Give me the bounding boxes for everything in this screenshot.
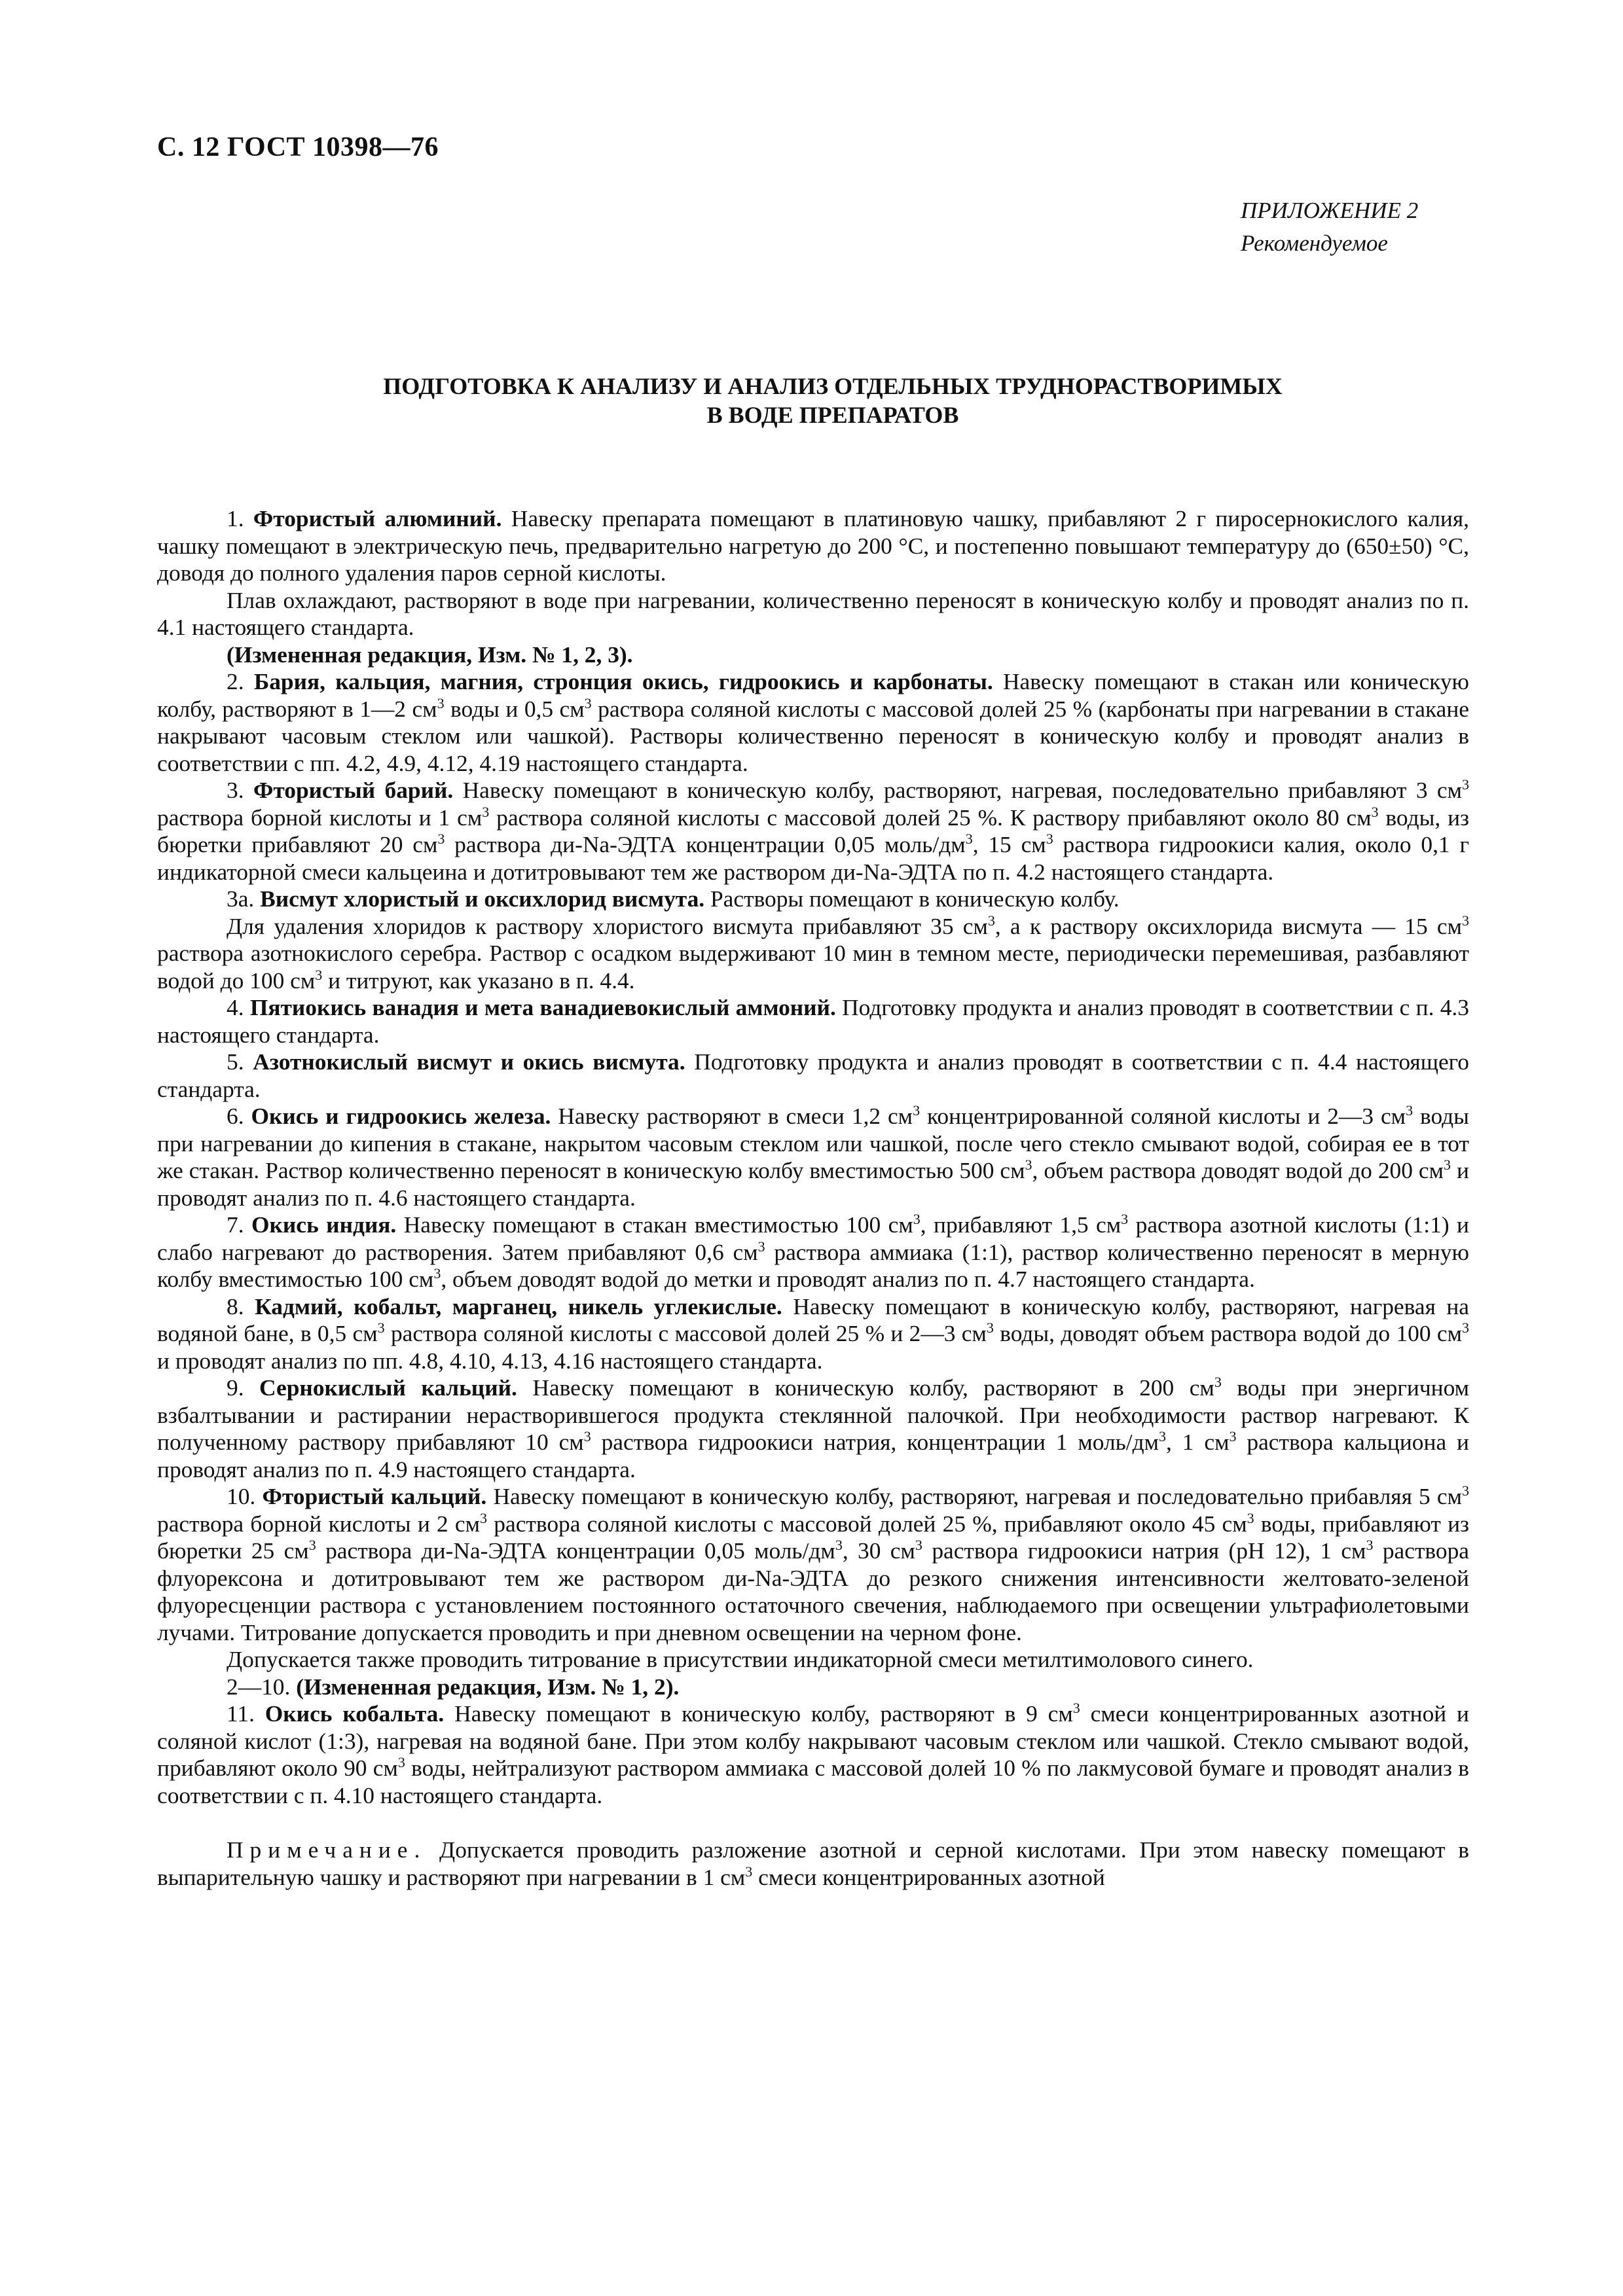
paragraph-10b: Допускается также проводить титрование в присутствии индикаторной смеси метилтимолового синего.	[227, 1646, 1254, 1673]
paragraph-5: 5. Азотнокислый висмут и окись висмута. Подготовку продукта и анализ проводят в соответствии с п. 4.4 настоящего стандарта.	[157, 1049, 1469, 1102]
item-heading: Пятиокись ванадия и мета ванадиевокислый аммоний.	[249, 994, 836, 1021]
paragraph-3a: 3а. Висмут хлористый и оксихлорид висмута. Растворы помещают в коническую колбу.	[227, 886, 1120, 912]
paragraph-11: 11. Окись кобальта. Навеску помещают в коническую колбу, растворяют в 9 $см^3$ смеси концентрированных азотной и соляной кислот (1:3), нагревая на водяной бане. При этом колбу накрывают часовым стеклом или чашкой. Стекло смывают водой, прибавляют около 90 $см^3$ воды, нейтрализуют раствором аммиака с массовой долей 10 % по лакмусовой бумаге и проводят анализ в соответствии с п. 4.10 настоящего стандарта.	[157, 1700, 1469, 1808]
item-heading: Кадмий, кобальт, марганец, никель углекислые.	[255, 1293, 782, 1319]
item-heading: Бария, кальция, магния, стронция окись, гидроокись и карбонаты.	[253, 668, 993, 695]
paragraph-1b: Плав охлаждают, растворяют в воде при нагревании, количественно переносят в коническую колбу и проводят анализ по п. 4.1 настоящего стандарта.	[157, 586, 1469, 641]
title-line-2: В ВОДЕ ПРЕПАРАТОВ	[706, 402, 959, 429]
item-heading: Фтористый алюминий.	[253, 505, 502, 532]
appendix-status: Рекомендуемое	[1241, 230, 1388, 256]
paragraph-4: 4. Пятиокись ванадия и мета ванадиевокислый аммоний. Подготовку продукта и анализ проводят в соответствии с п. 4.3 настоящего стандарта.	[157, 994, 1469, 1048]
paragraph-8: 8. Кадмий, кобальт, марганец, никель углекислые. Навеску помещают в коническую колбу, растворяют, нагревая на водяной бане, в 0,5 $см^3$ раствора соляной кислоты с массовой долей 25 % и 2—3 $см^3$ воды, доводят объем раствора водой до 100 $см^3$ и проводят анализ по пп. 4.8, 4.10, 4.13, 4.16 настоящего стандарта.	[157, 1293, 1469, 1374]
paragraph-3: 3. Фтористый барий. Навеску помещают в коническую колбу, растворяют, нагревая, последовательно прибавляют 3 $см^3$ раствора борной кислоты и 1 $см^3$ раствора соляной кислоты с массовой долей 25 %. К раствору прибавляют около 80 $см^3$ воды, из бюретки прибавляют 20 $см^3$ раствора ди-Na-ЭДТА концентрации 0,05 моль/$дм^3$, 15 $см^3$ раствора гидроокиси калия, около 0,1 г индикаторной смеси кальцеина и дотитровывают тем же раствором ди-Na-ЭДТА по п. 4.2 настоящего стандарта.	[157, 776, 1470, 885]
item-heading: Фтористый барий.	[253, 777, 454, 804]
note-label: Примечание.	[227, 1837, 427, 1863]
item-heading: Висмут хлористый и оксихлорид висмута.	[260, 886, 705, 912]
paragraph-9: 9. Сернокислый кальций. Навеску помещают в коническую колбу, растворяют в 200 $см^3$ воды при энергичном взбалтывании и растирании нерастворившегося продукта стеклянной палочкой. При необходимости раствор нагревают. К полученному раствору прибавляют 10 $см^3$ раствора гидроокиси натрия, концентрации 1 моль/$дм^3$, 1 $см^3$ раствора кальциона и проводят анализ по п. 4.9 настоящего стандарта.	[157, 1374, 1469, 1482]
paragraph-7: 7. Окись индия. Навеску помещают в стакан вместимостью 100 $см^3$, прибавляют 1,5 $см^3$ раствора азотной кислоты (1:1) и слабо нагревают до растворения. Затем прибавляют 0,6 $см^3$ раствора аммиака (1:1), раствор количественно переносят в мерную колбу вместимостью 100 $см^3$, объем доводят водой до метки и проводят анализ по п. 4.7 настоящего стандарта.	[157, 1211, 1469, 1293]
amendment-note-2: 2—10. (Измененная редакция, Изм. № 1, 2).	[227, 1673, 680, 1700]
appendix-label	[1241, 194, 1418, 260]
appendix-number: ПРИЛОЖЕНИЕ 2	[1241, 198, 1419, 223]
paragraph-1: 1. Фтористый алюминий. Навеску препарата помещают в платиновую чашку, прибавляют 2 г пиросернокислого калия, чашку помещают в электрическую печь, предварительно нагретую до 200 °С, и постепенно повышают температуру до (650±50) °С, доводя до полного удаления паров серной кислоты.	[157, 505, 1469, 586]
item-heading: Окись кобальта.	[264, 1700, 445, 1727]
document-title	[157, 372, 1469, 429]
page-header: С. 12 ГОСТ 10398—76	[157, 132, 439, 162]
item-heading: Азотнокислый висмут и окись висмута.	[253, 1049, 685, 1075]
amendment-note: (Измененная редакция, Изм. № 1, 2, 3).	[227, 641, 633, 668]
note-paragraph: Примечание. Допускается проводить разложение азотной и серной кислотами. При этом навеску помещают в выпарительную чашку и растворяют при нагревании в 1 $см^3$ смеси концентрированных азотной	[157, 1837, 1469, 1890]
paragraph-3a-detail: Для удаления хлоридов к раствору хлористого висмута прибавляют 35 $см^3$, а к раствору оксихлорида висмута — 15 $см^3$ раствора азотнокислого серебра. Раствор с осадком выдерживают 10 мин в темном месте, периодически перемешивая, разбавляют водой до 100 $см^3$ и титруют, как указано в п. 4.4.	[157, 912, 1470, 994]
item-heading: Сернокислый кальций.	[259, 1374, 517, 1401]
paragraph-2: 2. Бария, кальция, магния, стронция окись, гидроокись и карбонаты. Навеску помещают в стакан или коническую колбу, растворяют в 1—2 $см^3$ воды и 0,5 $см^3$ раствора соляной кислоты с массовой долей 25 % (карбонаты при нагревании в стакане накрывают часовым стеклом или чашкой). Растворы количественно переносят в коническую колбу и проводят анализ в соответствии с пп. 4.2, 4.9, 4.12, 4.19 настоящего стандарта.	[157, 668, 1469, 776]
title-line-1: ПОДГОТОВКА К АНАЛИЗУ И АНАЛИЗ ОТДЕЛЬНЫХ ТРУДНОРАСТВОРИМЫХ	[383, 373, 1283, 400]
item-number: 1.	[227, 505, 244, 532]
paragraph-6: 6. Окись и гидроокись железа. Навеску растворяют в смеси 1,2 $см^3$ концентрированной соляной кислоты и 2—3 $см^3$ воды при нагревании до кипения в стакане, накрытом часовым стеклом или чашкой, после чего стекло смывают водой, собирая ее в тот же стакан. Раствор количественно переносят в коническую колбу вместимостью 500 $см^3$, объем раствора доводят водой до 200 $см^3$ и проводят анализ по п. 4.6 настоящего стандарта.	[157, 1102, 1469, 1211]
item-heading: Окись и гидроокись железа.	[251, 1103, 551, 1130]
item-heading: Окись индия.	[251, 1211, 397, 1238]
item-heading: Фтористый кальций.	[262, 1483, 487, 1510]
document-body	[157, 505, 1469, 1891]
paragraph-10: 10. Фтористый кальций. Навеску помещают в коническую колбу, растворяют, нагревая и последовательно прибавляя 5 $см^3$ раствора борной кислоты и 2 $см^3$ раствора соляной кислоты с массовой долей 25 %, прибавляют около 45 $см^3$ воды, прибавляют из бюретки 25 $см^3$ раствора ди-Na-ЭДТА концентрации 0,05 моль/$дм^3$, 30 $см^3$ раствора гидроокиси натрия (рН 12), 1 $см^3$ раствора флуорексона и дотитровывают тем же раствором ди-Na-ЭДТА до резкого снижения интенсивности желтовато-зеленой флуоресценции раствора с установлением постоянного остаточного свечения, наблюдаемого при освещении ультрафиолетовыми лучами. Титрование допускается проводить и при дневном освещении на черном фоне.	[157, 1482, 1470, 1645]
